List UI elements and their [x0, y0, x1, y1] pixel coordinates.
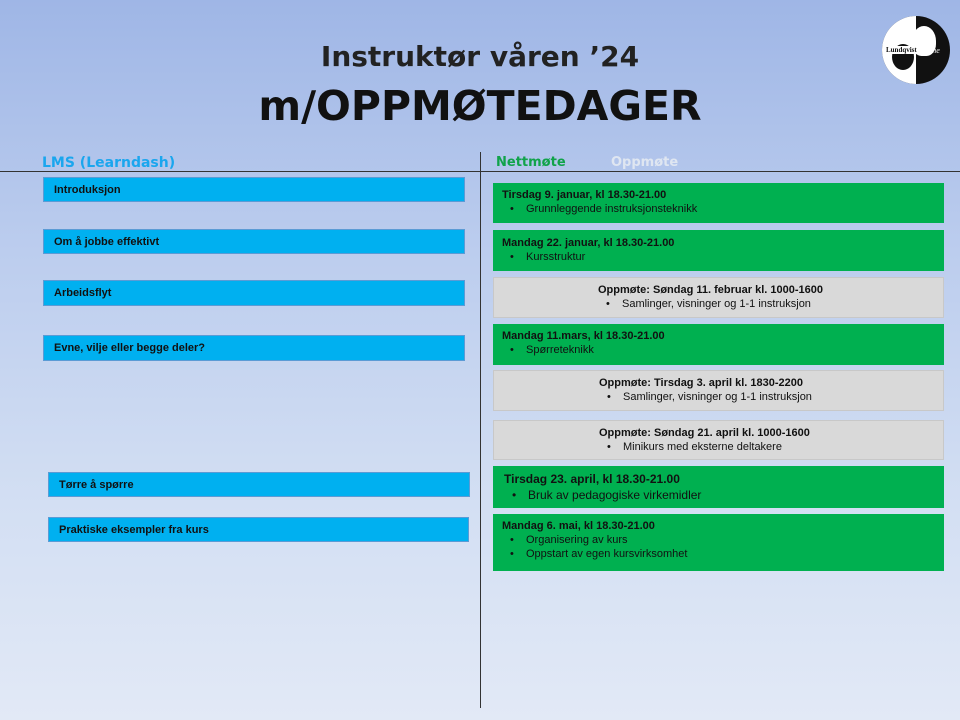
page-subtitle: m/OPPMØTEDAGER [258, 82, 702, 130]
lms-module: Evne, vilje eller begge deler? [43, 335, 465, 361]
session-card-nettmote [493, 230, 944, 271]
lms-module: Praktiske eksempler fra kurs [48, 517, 469, 542]
session-card-oppmote [493, 277, 944, 318]
session-bullet: • Samlinger, visninger og 1-1 instruksjon [599, 391, 943, 403]
session-title: Oppmøte: Tirsdag 3. april kl. 1830-2200 [599, 377, 803, 389]
page-title: Instruktør våren ’24 [320, 40, 640, 73]
lms-column-header: LMS (Learndash) [42, 155, 176, 171]
lms-module: Arbeidsflyt [43, 280, 465, 306]
session-card-oppmote [493, 370, 944, 411]
brand-logo [882, 16, 950, 84]
session-card-nettmote [493, 466, 944, 508]
session-bullet: • Organisering av kurs [502, 534, 944, 546]
session-title: Mandag 22. januar, kl 18.30-21.00 [502, 237, 675, 249]
session-title: Tirsdag 23. april, kl 18.30-21.00 [504, 472, 680, 486]
oppmote-legend: Oppmøte [611, 155, 679, 170]
session-bullet: • Bruk av pedagogiske virkemidler [504, 488, 944, 502]
logo-text-left: Lundqvist [886, 46, 917, 54]
session-card-nettmote [493, 514, 944, 571]
vertical-divider [480, 152, 481, 708]
session-bullet: • Samlinger, visninger og 1-1 instruksjon [598, 298, 943, 310]
session-title: Oppmøte: Søndag 11. februar kl. 1000-1600 [598, 284, 823, 296]
session-title: Tirsdag 9. januar, kl 18.30-21.00 [502, 189, 667, 201]
lms-module: Om å jobbe effektivt [43, 229, 465, 254]
session-bullet: • Oppstart av egen kursvirksomhet [502, 548, 944, 560]
session-title: Mandag 6. mai, kl 18.30-21.00 [502, 520, 655, 532]
session-card-nettmote [493, 324, 944, 365]
session-bullet: • Kursstruktur [502, 251, 944, 263]
session-bullet: • Minikurs med eksterne deltakere [599, 441, 943, 453]
session-bullet: • Grunnleggende instruksjonsteknikk [502, 203, 944, 215]
lms-module: Tørre å spørre [48, 472, 470, 497]
session-title: Mandag 11.mars, kl 18.30-21.00 [502, 330, 665, 342]
session-card-oppmote [493, 420, 944, 460]
session-bullet: • Spørreteknikk [502, 344, 944, 356]
lms-module: Introduksjon [43, 177, 465, 202]
session-title: Oppmøte: Søndag 21. april kl. 1000-1600 [599, 427, 810, 439]
session-card-nettmote [493, 183, 944, 223]
logo-text-right: Online [918, 46, 940, 55]
nettmote-legend: Nettmøte [496, 155, 566, 170]
